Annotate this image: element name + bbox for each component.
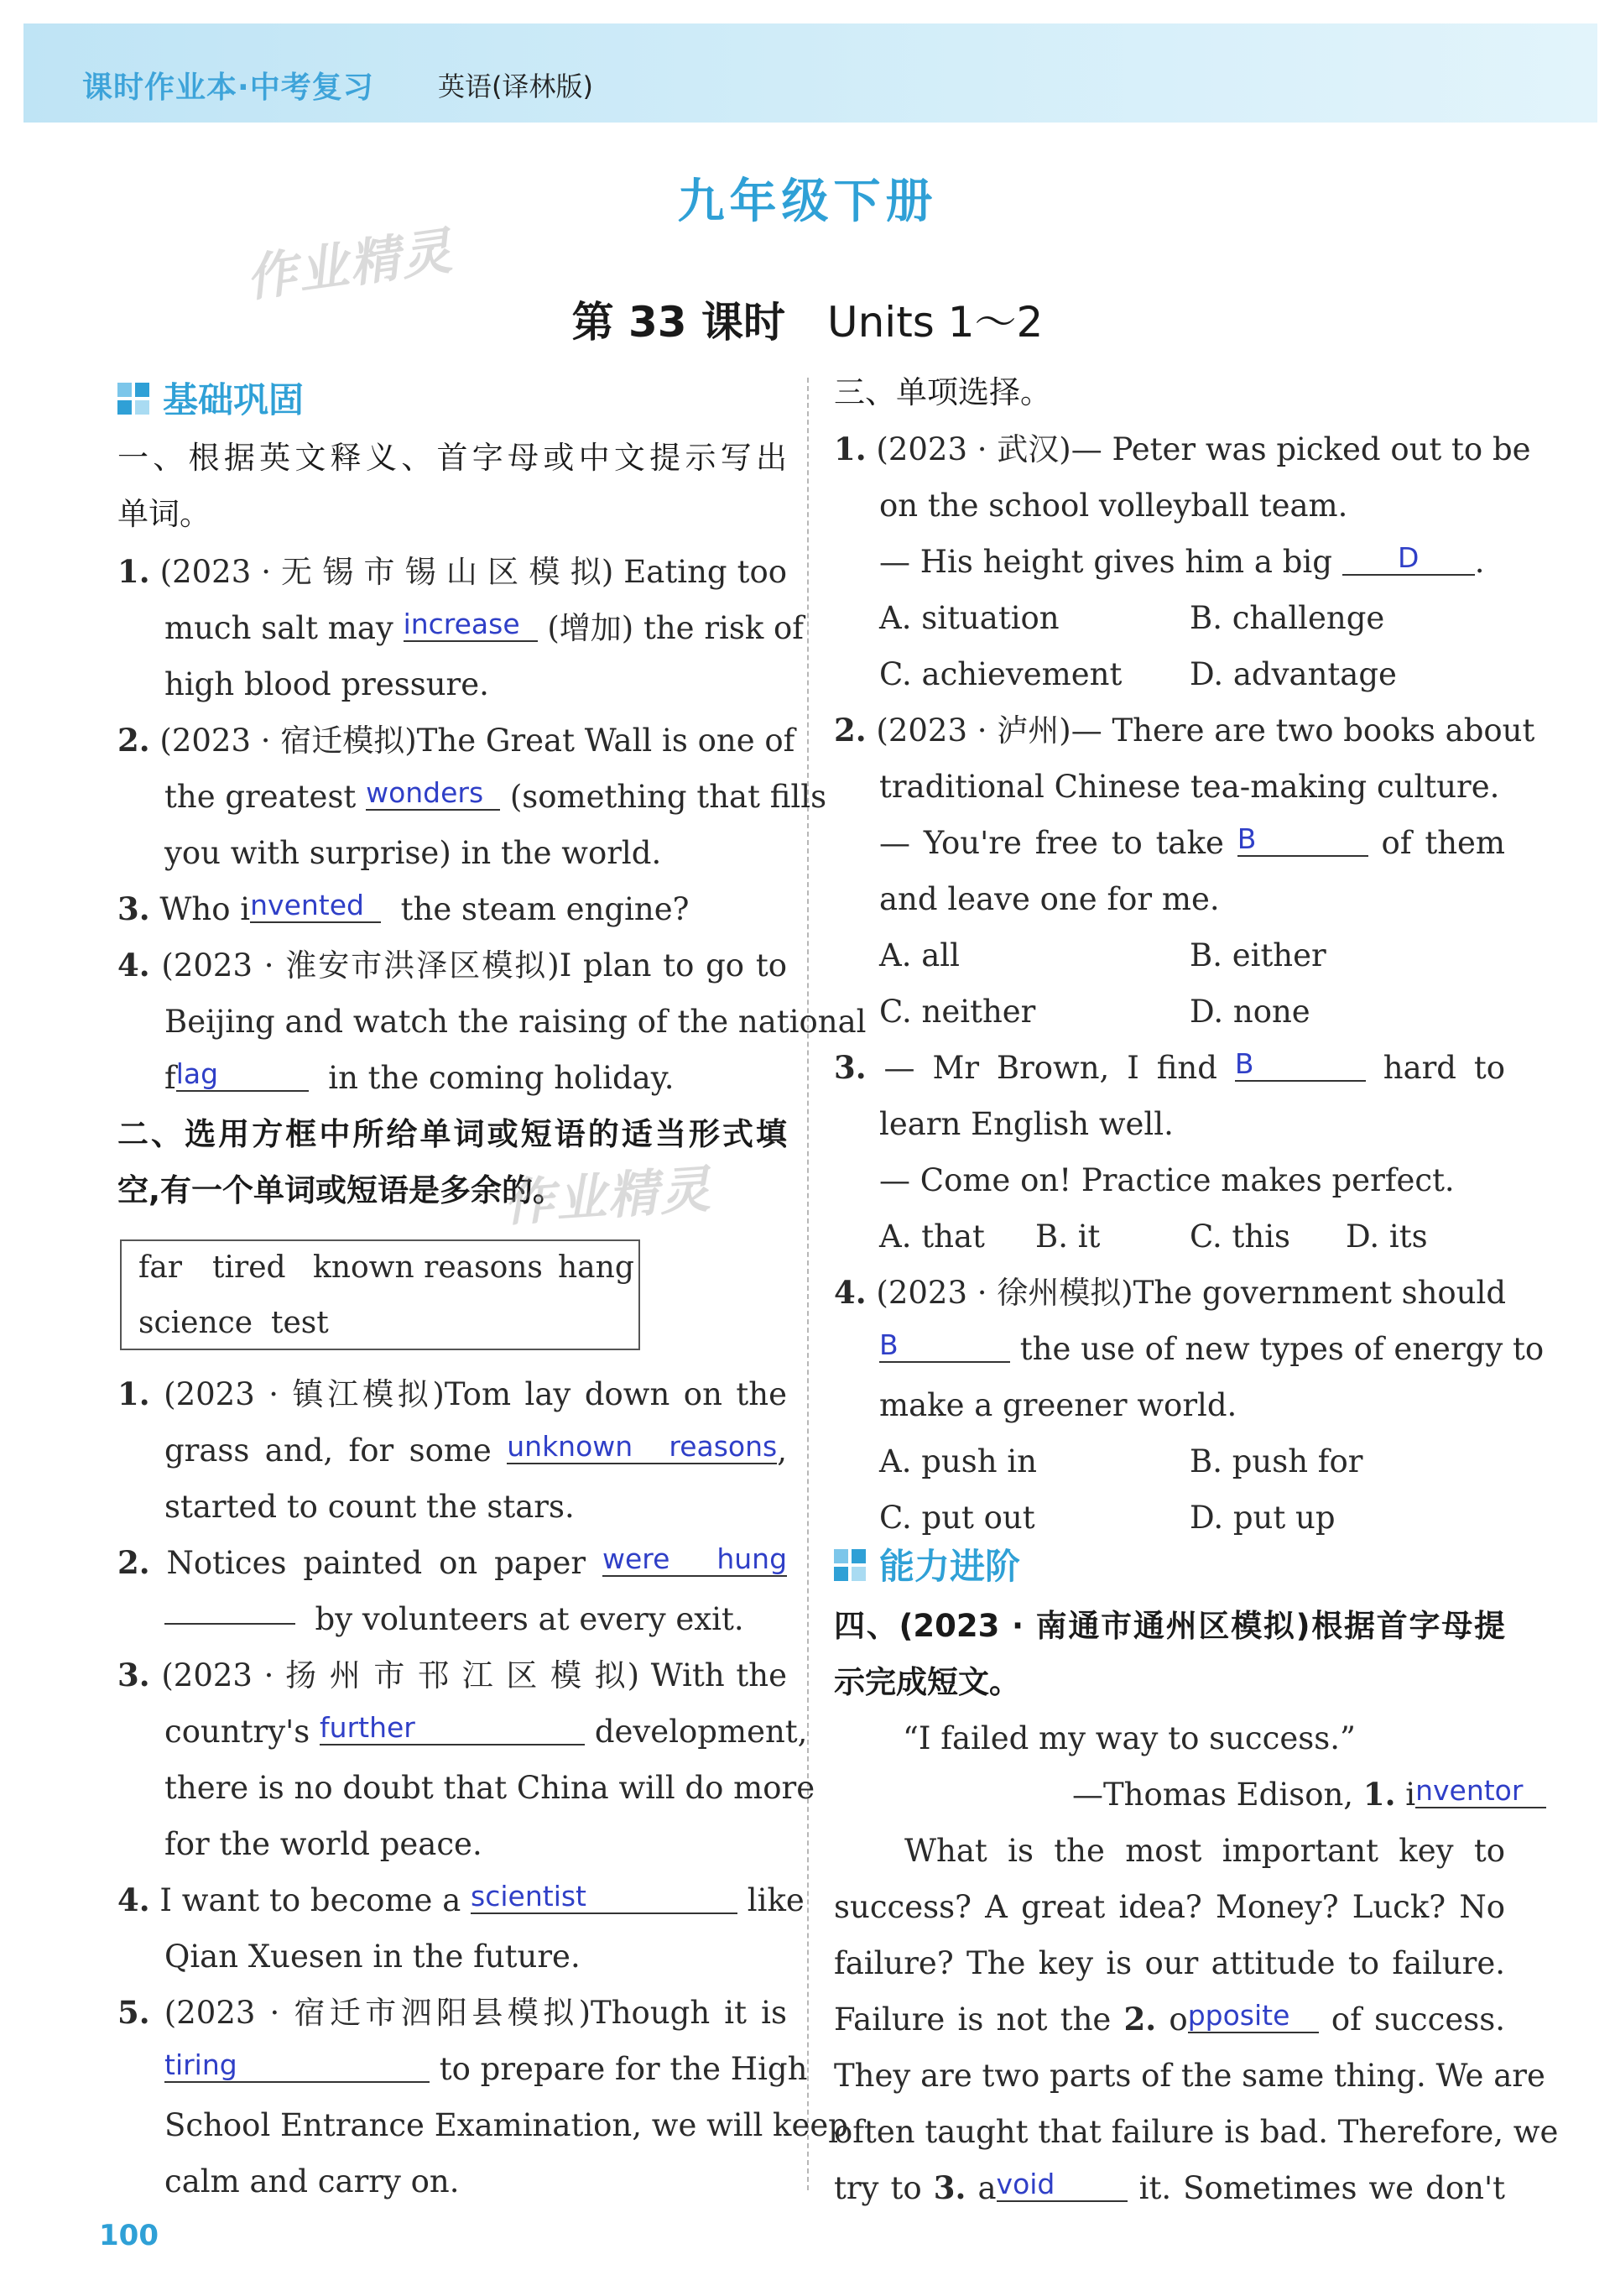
- p3-q1-line2: on the school volleyball team.: [879, 488, 1348, 524]
- p1-q1-line3: high blood pressure.: [164, 666, 489, 702]
- passage-line: What is the most important key to: [904, 1833, 1505, 1869]
- part2-instruction-cont: 空,有一个单词或短语是多余的。: [117, 1172, 565, 1208]
- p3-q2-line4: and leave one for me.: [879, 881, 1220, 917]
- p2-q1-line1: 1. (2023 · 镇江模拟)Tom lay down on the: [117, 1375, 787, 1412]
- passage-author: —Thomas Edison, 1. inventor: [1072, 1766, 1546, 1823]
- option: D. none: [1190, 994, 1310, 1030]
- watermark: 作业精灵: [242, 222, 457, 309]
- p2-q5-line4: calm and carry on.: [164, 2163, 460, 2199]
- section-icon: [834, 1549, 867, 1583]
- p2-q1-line3: started to count the stars.: [164, 1489, 575, 1525]
- p2-q3-line4: for the world peace.: [164, 1826, 482, 1862]
- page-header: [23, 23, 1597, 123]
- lesson-title: 第 33 课时 Units 1～2: [571, 298, 1044, 347]
- option: D. its: [1346, 1218, 1428, 1255]
- p3-q2-line2: traditional Chinese tea-making culture.: [879, 769, 1500, 805]
- p2-q3-line3: there is no doubt that China will do more: [164, 1770, 815, 1806]
- option: A. that: [879, 1218, 985, 1255]
- option: D. advantage: [1190, 656, 1397, 692]
- p1-q4-line1: 4. (2023 · 淮安市洪泽区模拟)I plan to go to: [117, 947, 787, 984]
- section-advanced-heading: 能力进阶: [834, 1539, 1020, 1589]
- p3-q1-line3: — His height gives him a big D .: [879, 541, 1485, 580]
- answer-blank[interactable]: nvented: [250, 890, 381, 923]
- p3-q2-line1: 2. (2023 · 泸州)— There are two books about: [834, 712, 1535, 749]
- answer-blank[interactable]: unknown reasons: [507, 1430, 778, 1463]
- answer-blank[interactable]: D: [1342, 542, 1475, 576]
- p2-q4-line2: Qian Xuesen in the future.: [164, 1939, 581, 1975]
- column-divider: [807, 378, 809, 2190]
- section-icon: [117, 383, 151, 416]
- answer-blank[interactable]: increase: [404, 608, 538, 642]
- answer-blank[interactable]: tiring: [164, 2049, 430, 2083]
- p2-q5-line1: 5. (2023 · 宿迁市泗阳县模拟)Though it is: [117, 1994, 787, 2031]
- option: C. this: [1190, 1218, 1291, 1255]
- passage-line: They are two parts of the same thing. We are: [834, 2058, 1545, 2094]
- part2-instruction: 二、选用方框中所给单词或短语的适当形式填: [117, 1116, 787, 1152]
- p1-q3-line1: 3. Who invented the steam engine?: [117, 889, 690, 927]
- box-word: tired: [212, 1250, 286, 1285]
- answer-blank[interactable]: scientist: [471, 1881, 737, 1914]
- p1-q2-line1: 2. (2023 · 宿迁模拟)The Great Wall is one of: [117, 722, 795, 759]
- p3-q3-line2: learn English well.: [879, 1106, 1174, 1142]
- answer-blank[interactable]: B: [879, 1329, 1010, 1363]
- p1-q1-line2: much salt may increase (增加) the risk of: [164, 608, 804, 646]
- p3-q3-line3: — Come on! Practice makes perfect.: [879, 1162, 1455, 1198]
- part1-instruction: 一、根据英文释义、首字母或中文提示写出: [117, 440, 787, 476]
- p2-q4-line1: 4. I want to become a scientist like: [117, 1880, 805, 1918]
- p2-q5-line3: School Entrance Examination, we will keep: [164, 2107, 848, 2143]
- passage-line: often taught that failure is bad. Therefore, we: [834, 2114, 1559, 2150]
- passage-quote: “I failed my way to success.”: [903, 1720, 1356, 1756]
- answer-blank[interactable]: B: [1237, 823, 1368, 857]
- p2-q3-line1: 3. (2023 · 扬 州 市 邗 江 区 模 拟) With the: [117, 1657, 787, 1693]
- answer-blank[interactable]: nventor: [1415, 1775, 1546, 1808]
- p3-q1-line1: 1. (2023 · 武汉)— Peter was picked out to be: [834, 430, 1531, 467]
- option: C. put out: [879, 1500, 1035, 1536]
- p3-q3-line1: 3. — Mr Brown, I find B hard to: [834, 1047, 1506, 1086]
- part4-instruction-cont: 示完成短文。: [834, 1664, 1020, 1700]
- option: A. situation: [879, 600, 1060, 636]
- passage-line: success? A great idea? Money? Luck? No: [834, 1889, 1505, 1925]
- option: B. challenge: [1190, 600, 1385, 636]
- passage-line: Failure is not the 2. opposite of success.: [834, 1999, 1505, 2038]
- p3-q4-line1: 4. (2023 · 徐州模拟)The government should: [834, 1274, 1507, 1311]
- p1-q4-line2: Beijing and watch the raising of the national: [164, 1004, 867, 1040]
- p2-q2-line2: by volunteers at every exit.: [164, 1591, 744, 1647]
- part1-instruction-cont: 单词。: [117, 496, 211, 532]
- p2-q5-line2: tiring to prepare for the High: [164, 2048, 808, 2087]
- part4-instruction: 四、(2023 · 南通市通州区模拟)根据首字母提: [834, 1608, 1505, 1644]
- p3-q4-line2: B the use of new types of energy to: [879, 1328, 1545, 1367]
- passage-line: try to 3. avoid it. Sometimes we don't: [834, 2168, 1505, 2206]
- option: A. all: [879, 937, 960, 973]
- word-box: [120, 1239, 640, 1350]
- section-basic-heading: 基础巩固: [117, 373, 304, 423]
- answer-blank-cont[interactable]: [164, 1623, 295, 1625]
- passage-line: failure? The key is our attitude to failure.: [834, 1945, 1505, 1981]
- answer-blank[interactable]: B: [1235, 1048, 1366, 1082]
- box-word: science: [138, 1306, 253, 1340]
- option: B. either: [1190, 937, 1326, 973]
- p2-q3-line2: country's further development,: [164, 1711, 808, 1750]
- p1-q2-line3: you with surprise) in the world.: [164, 835, 662, 871]
- box-word: known reasons: [313, 1250, 543, 1285]
- book-brand: 课时作业本·中考复习: [82, 70, 374, 105]
- book-subject: 英语(译林版): [438, 70, 593, 102]
- option: B. push for: [1190, 1443, 1363, 1479]
- answer-blank[interactable]: were hung: [602, 1542, 788, 1575]
- option: C. neither: [879, 994, 1036, 1030]
- answer-blank[interactable]: void: [997, 2168, 1128, 2202]
- box-word: test: [271, 1306, 329, 1340]
- page-number: 100: [99, 2219, 159, 2252]
- p1-q2-line2: the greatest wonders (something that fills: [164, 776, 827, 815]
- p2-q1-line2: grass and, for some unknown reasons,: [164, 1430, 787, 1469]
- volume-title: 九年级下册: [677, 175, 938, 229]
- answer-blank[interactable]: further: [320, 1712, 585, 1745]
- option: B. it: [1035, 1218, 1101, 1255]
- box-word: far: [138, 1250, 182, 1285]
- answer-blank[interactable]: pposite: [1188, 2000, 1319, 2033]
- answer-blank[interactable]: lag: [176, 1058, 309, 1092]
- option: C. achievement: [879, 656, 1123, 692]
- p3-q4-line3: make a greener world.: [879, 1387, 1237, 1423]
- p1-q4-line3: flag in the coming holiday.: [164, 1057, 675, 1096]
- watermark: 作业精灵: [502, 1160, 714, 1234]
- option: D. put up: [1190, 1500, 1336, 1536]
- option: A. push in: [879, 1443, 1037, 1479]
- box-word: hang: [558, 1250, 634, 1285]
- answer-blank[interactable]: wonders: [366, 777, 500, 811]
- part3-instruction: 三、单项选择。: [834, 374, 1051, 410]
- p3-q2-line3: — You're free to take B of them: [879, 822, 1506, 861]
- p1-q1-line1: 1. (2023 · 无 锡 市 锡 山 区 模 拟) Eating too: [117, 553, 787, 590]
- p2-q2-line1: 2. Notices painted on paper were hung: [117, 1542, 788, 1581]
